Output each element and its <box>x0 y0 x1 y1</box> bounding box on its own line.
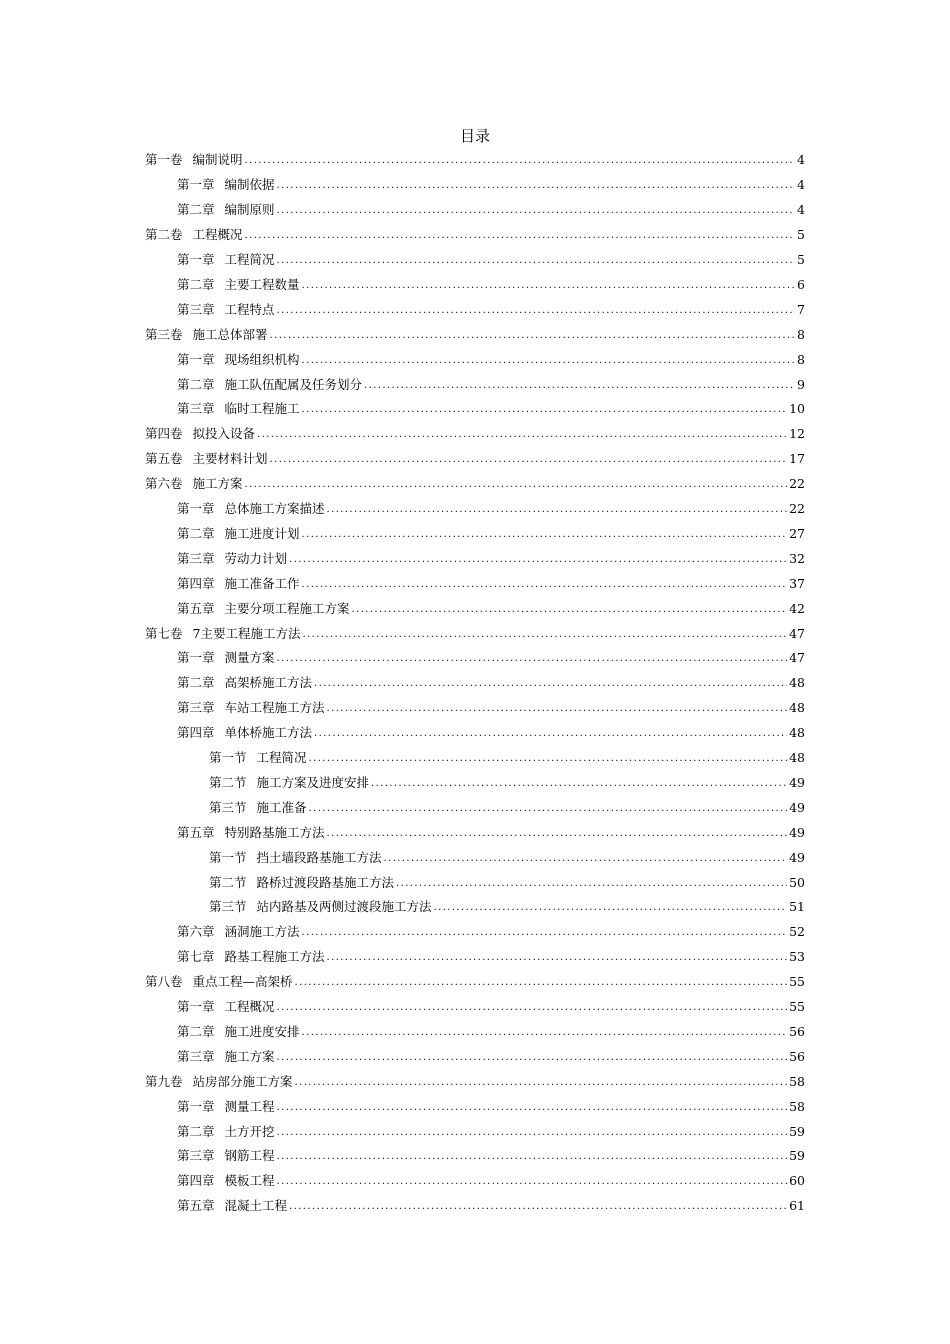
dot-leader <box>327 701 788 717</box>
dot-leader <box>277 1174 788 1190</box>
toc-entry-number: 第二章 <box>177 525 215 541</box>
dot-leader <box>309 801 788 817</box>
toc-entry-chapter[interactable] <box>177 995 805 1020</box>
dot-leader <box>314 726 787 742</box>
toc-entry-number: 第三章 <box>177 301 215 317</box>
toc-entry-title: 施工方案及进度安排 <box>256 774 370 790</box>
toc-entry-volume[interactable] <box>145 1069 805 1094</box>
toc-entry-page-number: 37 <box>789 575 805 591</box>
toc-entry-page-number: 27 <box>789 525 805 541</box>
dot-leader <box>277 1050 788 1066</box>
toc-entry-volume[interactable] <box>145 223 805 248</box>
toc-entry-title: 工程特点 <box>224 301 275 317</box>
toc-entry-page-number: 58 <box>789 1098 805 1114</box>
toc-entry-volume[interactable] <box>145 472 805 497</box>
toc-entry-page-number: 22 <box>789 476 805 492</box>
toc-entry-number: 第四章 <box>177 1173 215 1189</box>
toc-entry-number: 第五卷 <box>145 451 183 467</box>
toc-entry-page-number: 42 <box>789 600 805 616</box>
toc-entry-number: 第二章 <box>177 376 215 392</box>
toc-entry-title: 站内路基及两侧过渡段施工方法 <box>256 899 432 915</box>
toc-entry-chapter[interactable] <box>177 198 805 223</box>
toc-entry-title: 工程概况 <box>224 999 275 1015</box>
toc-entry-page-number: 22 <box>789 501 805 517</box>
dot-leader <box>327 950 788 966</box>
toc-entry-page-number: 49 <box>789 824 805 840</box>
toc-entry-section[interactable] <box>209 870 805 895</box>
toc-entry-page-number: 59 <box>789 1123 805 1139</box>
toc-entry-number: 第三章 <box>177 401 215 417</box>
toc-entry-chapter[interactable] <box>177 372 805 397</box>
toc-entry-number: 第一章 <box>177 1098 215 1114</box>
toc-entry-chapter[interactable] <box>177 173 805 198</box>
toc-entry-chapter[interactable] <box>177 347 805 372</box>
toc-entry-title: 编制说明 <box>192 152 243 168</box>
toc-entry-page-number: 4 <box>797 202 805 218</box>
toc-entry-number: 第一章 <box>177 650 215 666</box>
toc-entry-page-number: 12 <box>789 426 805 442</box>
toc-entry-title: 主要工程数量 <box>224 276 300 292</box>
toc-entry-title: 工程简况 <box>224 252 275 268</box>
dot-leader <box>302 353 796 369</box>
toc-entry-page-number: 55 <box>789 999 805 1015</box>
toc-entry-number: 第七卷 <box>145 625 183 641</box>
toc-entry-title: 混凝土工程 <box>224 1198 288 1214</box>
dot-leader <box>277 178 796 194</box>
toc-entry-number: 第三章 <box>177 1048 215 1064</box>
toc-entry-number: 第三节 <box>209 899 247 915</box>
toc-entry-title: 测量方案 <box>224 650 275 666</box>
toc-entry-chapter[interactable] <box>177 497 805 522</box>
toc-entry-section[interactable] <box>209 746 805 771</box>
toc-entry-page-number: 47 <box>789 650 805 666</box>
toc-entry-title: 施工总体部署 <box>192 326 268 342</box>
toc-entry-page-number: 4 <box>797 177 805 193</box>
toc-entry-page-number: 32 <box>789 550 805 566</box>
toc-entry-page-number: 58 <box>789 1073 805 1089</box>
toc-entry-page-number: 55 <box>789 974 805 990</box>
toc-entry-title: 7主要工程施工方法 <box>192 625 301 641</box>
dot-leader <box>302 527 788 543</box>
toc-entry-title: 车站工程施工方法 <box>224 700 325 716</box>
toc-entry-title: 重点工程—高架桥 <box>192 974 293 990</box>
toc-entry-title: 施工准备工作 <box>224 575 300 591</box>
toc-entry-chapter[interactable] <box>177 297 805 322</box>
toc-entry-title: 编制原则 <box>224 202 275 218</box>
toc-entry-title: 施工准备 <box>256 799 307 815</box>
dot-leader <box>327 502 788 518</box>
toc-entry-chapter[interactable] <box>177 1194 805 1219</box>
toc-entry-page-number: 50 <box>789 874 805 890</box>
toc-entry-chapter[interactable] <box>177 522 805 547</box>
dot-leader <box>352 602 788 618</box>
toc-entry-page-number: 5 <box>797 252 805 268</box>
toc-entry-page-number: 60 <box>789 1173 805 1189</box>
toc-entry-title: 临时工程施工 <box>224 401 300 417</box>
toc-entry-volume[interactable] <box>145 322 805 347</box>
toc-entry-number: 第二章 <box>177 276 215 292</box>
toc-entry-page-number: 10 <box>789 401 805 417</box>
dot-leader <box>371 776 787 792</box>
dot-leader <box>289 1199 787 1215</box>
toc-entry-volume[interactable] <box>145 970 805 995</box>
toc-entry-number: 第一章 <box>177 177 215 193</box>
toc-entry-title: 拟投入设备 <box>192 426 256 442</box>
toc-entry-page-number: 56 <box>789 1023 805 1039</box>
toc-entry-page-number: 8 <box>797 351 805 367</box>
dot-leader <box>302 627 787 643</box>
toc-entry-number: 第五章 <box>177 1198 215 1214</box>
toc-entry-number: 第九卷 <box>145 1073 183 1089</box>
toc-entry-number: 第一卷 <box>145 152 183 168</box>
toc-entry-chapter[interactable] <box>177 721 805 746</box>
toc-entry-chapter[interactable] <box>177 248 805 273</box>
toc-entry-number: 第四章 <box>177 725 215 741</box>
toc-entry-number: 第八卷 <box>145 974 183 990</box>
toc-entry-number: 第二章 <box>177 675 215 691</box>
toc-entry-title: 单体桥施工方法 <box>224 725 313 741</box>
toc-entry-chapter[interactable] <box>177 397 805 422</box>
toc-entry-number: 第一节 <box>209 849 247 865</box>
dot-leader <box>270 328 796 344</box>
toc-entry-number: 第一章 <box>177 999 215 1015</box>
dot-leader <box>302 1025 788 1041</box>
toc-entry-title: 主要材料计划 <box>192 451 268 467</box>
dot-leader <box>277 1125 788 1141</box>
toc-entry-page-number: 17 <box>789 451 805 467</box>
toc-entry-page-number: 47 <box>789 625 805 641</box>
toc-entry-number: 第五章 <box>177 824 215 840</box>
toc-entry-title: 特别路基施工方法 <box>224 824 325 840</box>
toc-entry-chapter[interactable] <box>177 1169 805 1194</box>
toc-title: 目录 <box>459 127 490 145</box>
toc-entry-number: 第四卷 <box>145 426 183 442</box>
toc-entry-chapter[interactable] <box>177 1144 805 1169</box>
toc-entry-number: 第一章 <box>177 351 215 367</box>
toc-entry-number: 第二节 <box>209 874 247 890</box>
toc-entry-page-number: 48 <box>789 700 805 716</box>
dot-leader <box>277 1000 788 1016</box>
toc-entry-title: 主要分项工程施工方案 <box>224 600 350 616</box>
toc-entry-page-number: 56 <box>789 1048 805 1064</box>
toc-entry-number: 第三章 <box>177 1148 215 1164</box>
toc-entry-page-number: 9 <box>797 376 805 392</box>
dot-leader <box>302 577 788 593</box>
toc-entry-chapter[interactable] <box>177 671 805 696</box>
toc-entry-title: 路桥过渡段路基施工方法 <box>256 874 395 890</box>
toc-entry-title: 总体施工方案描述 <box>224 501 325 517</box>
toc-entry-page-number: 53 <box>789 949 805 965</box>
toc-entry-title: 工程概况 <box>192 227 243 243</box>
dot-leader <box>396 876 787 892</box>
dot-leader <box>364 378 795 394</box>
dot-leader <box>277 651 788 667</box>
dot-leader <box>277 1149 788 1165</box>
toc-entry-section[interactable] <box>209 845 805 870</box>
dot-leader <box>295 975 788 991</box>
toc-entry-page-number: 52 <box>789 924 805 940</box>
toc-entry-number: 第二节 <box>209 774 247 790</box>
dot-leader <box>295 1075 788 1091</box>
toc-entry-number: 第四章 <box>177 575 215 591</box>
toc-entry-chapter[interactable] <box>177 1094 805 1119</box>
toc-entry-number: 第二章 <box>177 1123 215 1139</box>
toc-entry-page-number: 5 <box>797 227 805 243</box>
dot-leader <box>302 402 788 418</box>
toc-entry-number: 第一节 <box>209 750 247 766</box>
toc-entry-title: 施工进度安排 <box>224 1023 300 1039</box>
toc-entry-title: 路基工程施工方法 <box>224 949 325 965</box>
toc-entry-page-number: 6 <box>797 276 805 292</box>
toc-entry-title: 站房部分施工方案 <box>192 1073 293 1089</box>
toc-entry-number: 第一章 <box>177 501 215 517</box>
dot-leader <box>327 826 788 842</box>
toc-entry-section[interactable] <box>209 771 805 796</box>
toc-entry-title: 劳动力计划 <box>224 550 288 566</box>
toc-entry-chapter[interactable] <box>177 820 805 845</box>
dot-leader <box>270 452 788 468</box>
toc-entry-title: 高架桥施工方法 <box>224 675 313 691</box>
toc-entry-title: 涵洞施工方法 <box>224 924 300 940</box>
toc-entry-page-number: 48 <box>789 750 805 766</box>
dot-leader <box>289 552 787 568</box>
toc-entry-number: 第三节 <box>209 799 247 815</box>
dot-leader <box>309 751 788 767</box>
toc-entry-page-number: 49 <box>789 774 805 790</box>
toc-entry-number: 第三章 <box>177 700 215 716</box>
dot-leader <box>257 427 787 443</box>
dot-leader <box>245 153 796 169</box>
toc-entry-page-number: 48 <box>789 675 805 691</box>
toc-entry-title: 测量工程 <box>224 1098 275 1114</box>
dot-leader <box>277 203 796 219</box>
toc-entry-chapter[interactable] <box>177 1044 805 1069</box>
toc-entry-title: 施工进度计划 <box>224 525 300 541</box>
toc-entry-title: 施工队伍配属及任务划分 <box>224 376 363 392</box>
toc-entry-page-number: 48 <box>789 725 805 741</box>
toc-entry-number: 第二章 <box>177 202 215 218</box>
toc-entry-number: 第五章 <box>177 600 215 616</box>
toc-entry-number: 第七章 <box>177 949 215 965</box>
dot-leader <box>245 228 796 244</box>
toc-entry-title: 编制依据 <box>224 177 275 193</box>
toc-entry-volume[interactable] <box>145 447 805 472</box>
toc-entry-chapter[interactable] <box>177 945 805 970</box>
toc-entry-number: 第二卷 <box>145 227 183 243</box>
toc-entry-volume[interactable] <box>145 148 805 173</box>
dot-leader <box>302 278 796 294</box>
toc-entry-title: 施工方案 <box>192 476 243 492</box>
toc-entry-page-number: 7 <box>797 301 805 317</box>
toc-entry-title: 工程简况 <box>256 750 307 766</box>
toc-entry-chapter[interactable] <box>177 1119 805 1144</box>
toc-entry-number: 第六卷 <box>145 476 183 492</box>
toc-entry-title: 钢筋工程 <box>224 1148 275 1164</box>
toc-entry-number: 第一章 <box>177 252 215 268</box>
toc-entry-number: 第三卷 <box>145 326 183 342</box>
toc-entry-page-number: 51 <box>789 899 805 915</box>
dot-leader <box>384 851 788 867</box>
toc-entry-volume[interactable] <box>145 621 805 646</box>
toc-entry-section[interactable] <box>209 895 805 920</box>
dot-leader <box>277 253 796 269</box>
toc-entry-chapter[interactable] <box>177 696 805 721</box>
toc-entry-page-number: 8 <box>797 326 805 342</box>
dot-leader <box>277 1100 788 1116</box>
toc-entry-title: 挡土墙段路基施工方法 <box>256 849 382 865</box>
dot-leader <box>245 477 788 493</box>
dot-leader <box>434 900 788 916</box>
dot-leader <box>314 676 787 692</box>
toc-entry-chapter[interactable] <box>177 1020 805 1045</box>
toc-entry-title: 施工方案 <box>224 1048 275 1064</box>
toc-entry-page-number: 4 <box>797 152 805 168</box>
toc-entry-page-number: 49 <box>789 799 805 815</box>
toc-entry-page-number: 59 <box>789 1148 805 1164</box>
toc-entry-number: 第六章 <box>177 924 215 940</box>
dot-leader <box>277 303 796 319</box>
toc-entry-title: 模板工程 <box>224 1173 275 1189</box>
toc-entry-chapter[interactable] <box>177 273 805 298</box>
dot-leader <box>302 925 788 941</box>
toc-entry-section[interactable] <box>209 795 805 820</box>
toc-entry-chapter[interactable] <box>177 571 805 596</box>
toc-entry-page-number: 61 <box>789 1198 805 1214</box>
toc-entry-number: 第二章 <box>177 1023 215 1039</box>
toc-entry-chapter[interactable] <box>177 920 805 945</box>
toc-entry-page-number: 49 <box>789 849 805 865</box>
toc-entry-title: 土方开挖 <box>224 1123 275 1139</box>
toc-entry-chapter[interactable] <box>177 646 805 671</box>
toc-entry-chapter[interactable] <box>177 596 805 621</box>
toc-entry-number: 第三章 <box>177 550 215 566</box>
toc-entry-title: 现场组织机构 <box>224 351 300 367</box>
toc-entry-volume[interactable] <box>145 422 805 447</box>
toc-entry-chapter[interactable] <box>177 546 805 571</box>
